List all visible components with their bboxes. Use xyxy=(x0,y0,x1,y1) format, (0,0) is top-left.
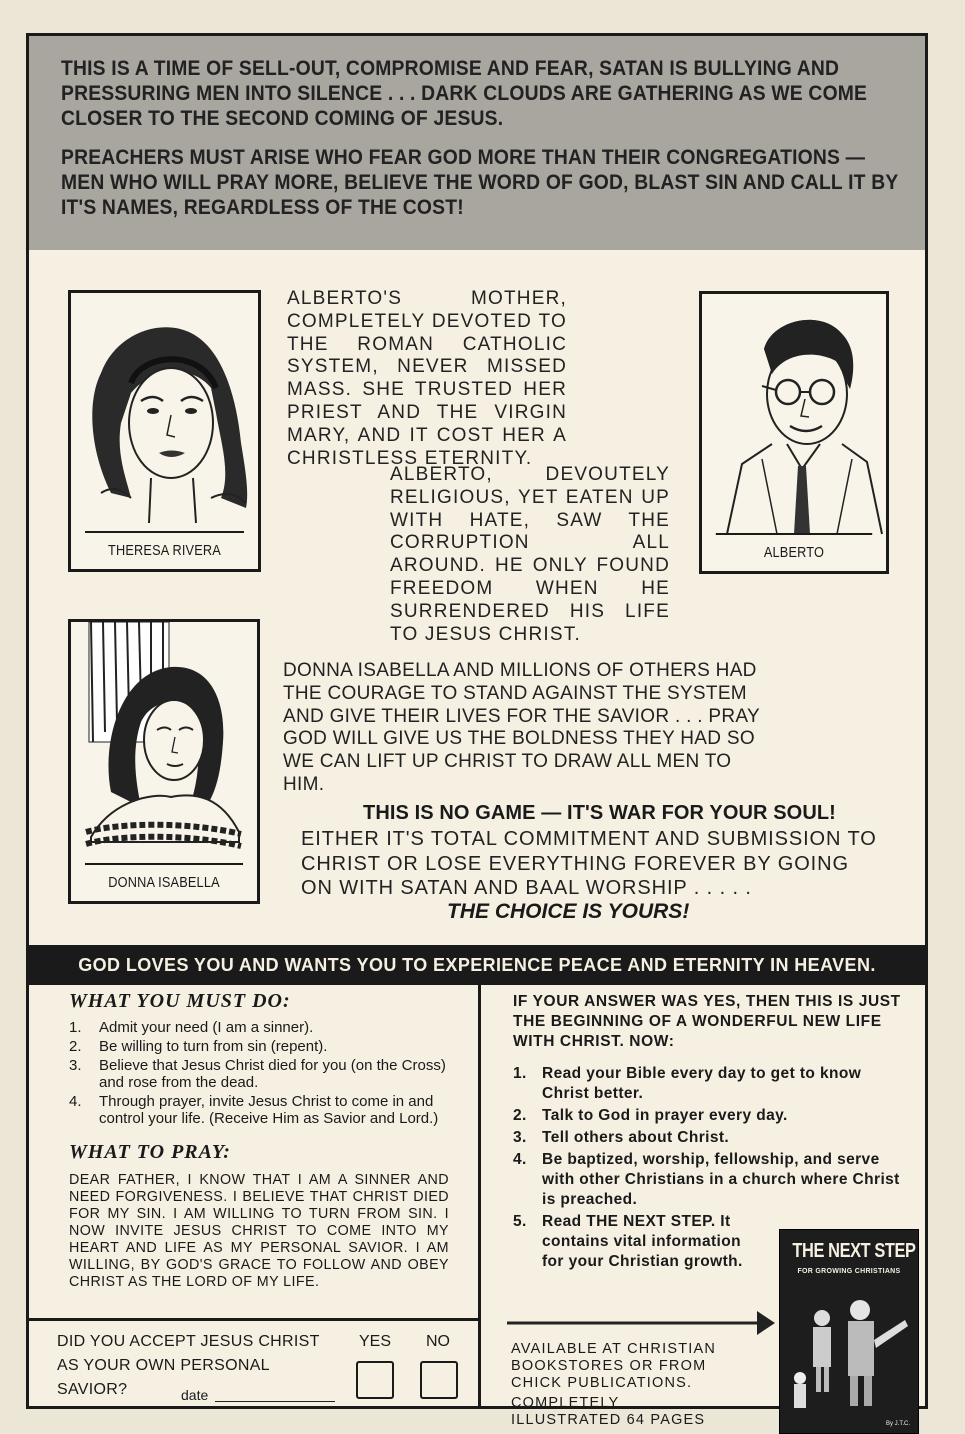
donna-illustration xyxy=(71,622,257,866)
god-loves-banner: GOD LOVES YOU AND WANTS YOU TO EXPERIENCE PEACE AND ETERNITY IN HEAVEN. xyxy=(29,945,925,985)
alberto-text: ALBERTO, DEVOUTELY RELIGIOUS, YET EATEN UP WITH HATE, SAW THE CORRUPTION ALL AROUND. HE ONLY FOUND FREEDOM WHEN HE SURRENDERED HIS LIFE TO JESUS CHRIST. xyxy=(390,464,670,645)
no-label: NO xyxy=(426,1333,450,1350)
yes-label: YES xyxy=(359,1333,392,1350)
date-label: date xyxy=(181,1387,209,1403)
caption-donna: DONNA ISABELLA xyxy=(85,863,243,901)
war-body: EITHER IT'S TOTAL COMMITMENT AND SUBMISSION TO CHRIST OR LOSE EVERYTHING FOREVER BY GOING ON WITH SATAN AND BAAL WORSHIP . . . . . xyxy=(301,828,877,900)
book-subtitle: FOR GROWING CHRISTIANS xyxy=(797,1268,901,1275)
accept-question-2: AS YOUR OWN PERSONAL xyxy=(57,1357,270,1374)
list-item: 3. Tell others about Christ. xyxy=(513,1129,730,1146)
donna-text: DONNA ISABELLA AND MILLIONS OF OTHERS HAD THE COURAGE TO STAND AGAINST THE SYSTEM AND GIVE THEIR LIVES FOR THE SAVIOR . . . PRAY GOD WILL GIVE US THE BOLDNESS THEY HAD SO WE CAN LIFT UP CHRIST TO DRAW ALL MEN TO HIM. xyxy=(283,660,760,795)
accept-question-3: SAVIOR? xyxy=(57,1381,128,1398)
portrait-donna xyxy=(68,619,260,904)
theresa-illustration xyxy=(71,293,258,533)
next-intro: IF YOUR ANSWER WAS YES, THEN THIS IS JUST THE BEGINNING OF A WONDERFUL NEW LIFE WITH CHRIST. NOW: xyxy=(513,993,901,1050)
accept-box xyxy=(29,1318,481,1406)
mother-text: ALBERTO'S MOTHER, COMPLETELY DEVOTED TO THE ROMAN CATHOLIC SYSTEM, NEVER MISSED MASS. SHE TRUSTED HER PRIEST AND THE VIRGIN MARY, AND IT COST HER A CHRISTLESS ETERNITY. xyxy=(287,288,567,469)
available-text: AVAILABLE AT CHRISTIAN BOOKSTORES OR FROM CHICK PUBLICATIONS. xyxy=(511,1341,717,1391)
book-figures-illustration xyxy=(780,1280,918,1430)
list-item: 4. Through prayer, invite Jesus Christ to come in and control your life. (Receive Him as Savior and Lord.) xyxy=(69,1093,439,1127)
illustrated-text: COMPLETELY ILLUSTRATED 64 PAGES xyxy=(511,1395,706,1428)
yes-checkbox[interactable] xyxy=(356,1361,394,1399)
caption-alberto: ALBERTO xyxy=(716,533,872,571)
next-step-box xyxy=(481,985,925,1428)
list-item: 1. Read your Bible every day to get to know Christ better. xyxy=(513,1065,862,1102)
must-do-list xyxy=(69,1019,449,1127)
portrait-theresa xyxy=(68,290,261,572)
accept-question-1: DID YOU ACCEPT JESUS CHRIST xyxy=(57,1333,320,1350)
choice-line: THE CHOICE IS YOURS! xyxy=(447,900,690,923)
banner-paragraph-2: PREACHERS MUST ARISE WHO FEAR GOD MORE THAN THEIR CONGREGATIONS — MEN WHO WILL PRAY MORE, BELIEVE THE WORD OF GOD, BLAST SIN AND CALL IT BY IT'S NAMES, REGARDLESS OF THE COST! xyxy=(61,146,899,219)
list-item: 1. Admit your need (I am a sinner). xyxy=(69,1019,314,1036)
no-checkbox[interactable] xyxy=(420,1361,458,1399)
date-line[interactable] xyxy=(215,1401,335,1402)
list-item: 3. Believe that Jesus Christ died for you (on the Cross) and rose from the dead. xyxy=(69,1057,446,1091)
list-item: 2. Be willing to turn from sin (repent). xyxy=(69,1038,328,1055)
banner-paragraph-1: THIS IS A TIME OF SELL-OUT, COMPROMISE AND FEAR, SATAN IS BULLYING AND PRESSURING MEN INTO SILENCE . . . DARK CLOUDS ARE GATHERING AS WE COME CLOSER TO THE SECOND COMING OF JESUS. xyxy=(61,57,868,130)
book-title: THE NEXT STEP xyxy=(792,1240,916,1262)
portrait-alberto xyxy=(699,291,889,574)
must-do-box xyxy=(29,985,481,1318)
caption-theresa: THERESA RIVERA xyxy=(85,531,244,569)
arrow-right-icon xyxy=(507,1311,777,1335)
book-author: By J.T.C. xyxy=(885,1421,910,1427)
header-banner xyxy=(29,36,925,250)
war-title: THIS IS NO GAME — IT'S WAR FOR YOUR SOUL! xyxy=(363,802,836,824)
alberto-illustration xyxy=(702,294,886,536)
list-item: 4. Be baptized, worship, fellowship, and serve with other Christians in a church where Christ is preached. xyxy=(513,1151,900,1208)
tract-page xyxy=(26,33,928,1428)
prayer-text: DEAR FATHER, I KNOW THAT I AM A SINNER AND NEED FORGIVENESS. I BELIEVE THAT CHRIST DIED FOR MY SIN. I AM WILLING TO TURN FROM SIN. I NOW INVITE JESUS CHRIST TO COME INTO MY HEART AND LIFE AS MY PERSONAL SAVIOR. I AM WILLING, BY GOD'S GRACE TO FOLLOW AND OBEY CHRIST AS THE LORD OF MY LIFE. xyxy=(69,1172,449,1290)
pray-heading: WHAT TO PRAY: xyxy=(69,1141,231,1163)
next-step-book-cover xyxy=(779,1229,919,1434)
list-item: 5. Read THE NEXT STEP. It contains vital information for your Christian growth. xyxy=(513,1213,743,1270)
must-do-heading: WHAT YOU MUST DO: xyxy=(69,990,291,1012)
list-item: 2. Talk to God in prayer every day. xyxy=(513,1107,788,1124)
